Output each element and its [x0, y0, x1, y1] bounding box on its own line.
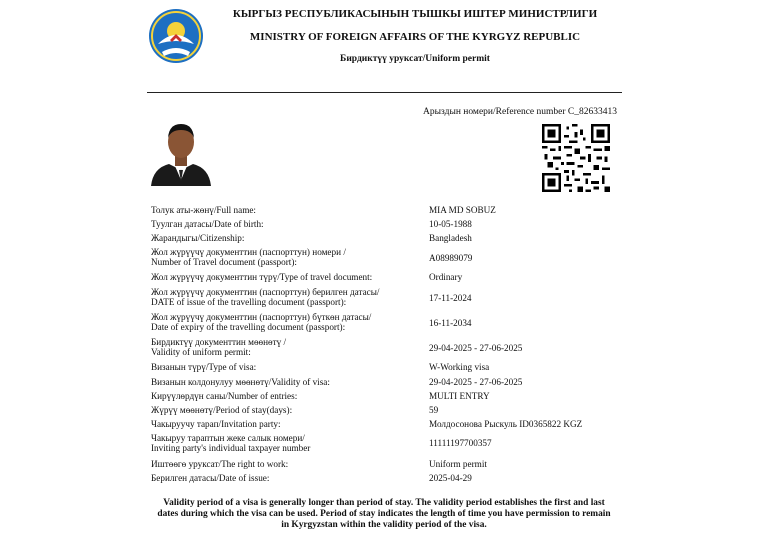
field-label: Жол жүрүүчү документтин (паспорттун) бүткөн датасы/ Date of expiry of the travelling document (passport):	[151, 312, 372, 332]
field-value: MULTI ENTRY	[429, 391, 490, 401]
validity-note: Validity period of a visa is generally longer than period of stay. The validity period establishes the first and last dates during which the visa can be used. Period of stay indicates the length of time you have permission to remain in Kyrgyzstan within the validity period of the visa.	[157, 498, 611, 530]
field-label: Визанын колдонулуу мөөнөтү/Validity of visa:	[151, 377, 330, 387]
header-divider	[147, 92, 622, 93]
field-label: Жол жүрүүчү документтин түрү/Type of travel document:	[151, 272, 373, 282]
field-value: W-Working visa	[429, 362, 490, 372]
field-value: A08989079	[429, 253, 473, 263]
field-value: Bangladesh	[429, 233, 472, 243]
field-value: 16-11-2034	[429, 318, 472, 328]
field-label: Чакыруу тараптын жеке салык номери/ Inviting party's individual taxpayer number	[151, 433, 311, 453]
field-value: 59	[429, 405, 439, 415]
state-emblem-icon	[148, 8, 204, 64]
field-value: MIA MD SOBUZ	[429, 205, 496, 215]
permit-type-title: Бирдиктүү уруксат/Uniform permit	[340, 54, 490, 64]
field-label: Жол жүрүүчү документтин (паспорттун) номери / Number of Travel document (passport):	[151, 247, 346, 267]
field-value: 2025-04-29	[429, 473, 472, 483]
field-value: 10-05-1988	[429, 219, 472, 229]
field-value: Ordinary	[429, 272, 463, 282]
header-title-kyrgyz: КЫРГЫЗ РЕСПУБЛИКАСЫНЫН ТЫШКЫ ИШТЕР МИНИСТРЛИГИ	[232, 8, 598, 20]
field-label: Берилген датасы/Date of issue:	[151, 473, 270, 483]
field-value: 11111197700357	[429, 438, 492, 448]
field-value: 29-04-2025 - 27-06-2025	[429, 343, 523, 353]
field-label: Жүрүү мөөнөтү/Period of stay(days):	[151, 405, 293, 415]
field-label: Толук аты-жөнү/Full name:	[151, 205, 256, 215]
field-label: Иштөөгө уруксат/The right to work:	[151, 459, 289, 469]
field-label: Жарандыгы/Citizenship:	[151, 233, 245, 243]
field-label: Туулган датасы/Date of birth:	[151, 219, 264, 229]
holder-photo	[147, 104, 215, 186]
field-value: Молдосонова Рыскуль ID0365822 KGZ	[429, 419, 583, 429]
qr-code-icon	[542, 124, 610, 192]
reference-number: Арыздын номери/Reference number C_82633413	[423, 107, 617, 117]
field-label: Бирдиктүү документтин мөөнөтү / Validity of uniform permit:	[151, 337, 287, 357]
field-label: Жол жүрүүчү документтин (паспорттун) берилген датасы/ DATE of issue of the travelling document (passport):	[151, 287, 380, 307]
header-title-english: MINISTRY OF FOREIGN AFFAIRS OF THE KYRGYZ REPUBLIC	[249, 31, 581, 43]
field-label: Визанын түрү/Type of visa:	[151, 362, 257, 372]
field-label: Кирүүлөрдүн саны/Number of entries:	[151, 391, 298, 401]
field-value: 17-11-2024	[429, 293, 472, 303]
field-value: Uniform permit	[429, 459, 487, 469]
field-value: 29-04-2025 - 27-06-2025	[429, 377, 523, 387]
field-label: Чакыруучу тарап/Invitation party:	[151, 419, 281, 429]
